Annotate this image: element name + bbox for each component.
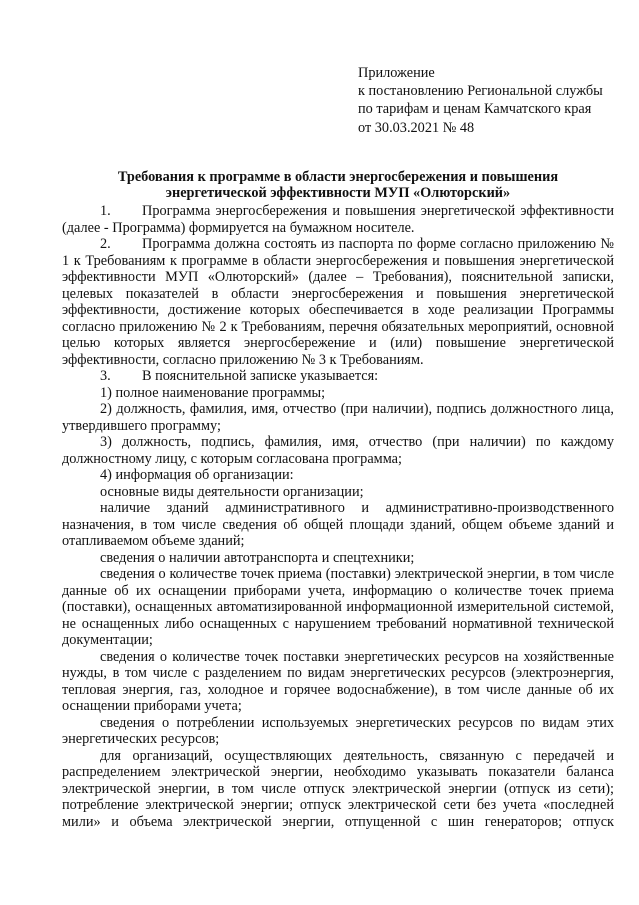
list-item-full-name: 1) полное наименование программы; xyxy=(100,384,326,401)
paragraph-consumption: сведения о потреблении используемых энергетических ресурсов по видам этих энергетических ресурсов; xyxy=(62,714,614,747)
numbered-paragraph-3 xyxy=(62,368,614,385)
appendix-line: к постановлению Региональной службы xyxy=(358,83,603,100)
paragraph-vehicles: сведения о наличии автотранспорта и спецтехники; xyxy=(100,549,415,566)
paragraph-text: Программа должна состоять из паспорта по форме согласно приложению № 1 к Требованиям к программе в области энергосбережения и повышения энергетической эффективности МУП «Олюторский» (далее – Требования), пояснительной записки, целевых показателей в области энергосбережения и повышения энергетической эффективности, достижение которых обеспечивается в ходе реализации Программы согласно приложению № 2 к Требованиям, перечня обязательных мероприятий, основной целью которых является энергосбережение и (или) повышение энергетической эффективности, согласно приложению № 3 к Требованиям. xyxy=(62,236,614,368)
title-line: Требования к программе в области энергосбережения и повышения xyxy=(117,168,559,185)
numbered-paragraph-2 xyxy=(62,236,614,368)
paragraph-text: В пояснительной записке указывается: xyxy=(142,368,379,384)
appendix-block xyxy=(358,64,614,137)
paragraph-electricity-balance: для организаций, осуществляющих деятельность, связанную с передачей и распределением электрической энергии, необходимо указывать показатели баланса электрической энергии, в том числе отпуск электрической энергии (отпуск из сети); потребление электрической энергии; отпуск электрической сети без учета «последней мили» и объема электрической энергии, отпущенной с шин генераторов; отпуск xyxy=(62,747,614,830)
appendix-line: по тарифам и ценам Камчатского края xyxy=(358,101,592,118)
numbered-paragraph-1 xyxy=(62,203,614,236)
paragraph-number: 1. xyxy=(100,203,111,219)
title-line: энергетической эффективности МУП «Олюторский» xyxy=(165,185,511,202)
document-body xyxy=(62,203,614,830)
paragraph-number: 2. xyxy=(100,236,111,252)
appendix-line: Приложение xyxy=(358,65,435,81)
document-title xyxy=(62,169,614,202)
paragraph-electricity-points: сведения о количестве точек приема (поставки) электрической энергии, в том числе данные об их оснащении приборами учета, информацию о количестве точек приема (поставки), оснащенных автоматизированной информационной измерительной системой, не оснащенных либо оснащенных с нарушением требований нормативной технической документации; xyxy=(62,566,614,648)
list-item-organization-info: 4) информация об организации: xyxy=(100,467,294,483)
paragraph-buildings: наличие зданий административного и административно-производственного назначения, в том числе сведения об общей площади зданий, общем объеме зданий и отапливаемом объеме зданий; xyxy=(62,500,614,549)
appendix-date-number: от 30.03.2021 № 48 xyxy=(358,119,475,136)
list-item-approver: 2) должность, фамилия, имя, отчество (при наличии), подпись должностного лица, утвердившего программу; xyxy=(62,401,614,434)
paragraph-number: 3. xyxy=(100,368,111,384)
paragraph-activities: основные виды деятельности организации; xyxy=(100,483,364,500)
list-item-agreed-officials: 3) должность, подпись, фамилия, имя, отчество (при наличии) по каждому должностному лицу, с которым согласована программа; xyxy=(62,434,614,467)
paragraph-supply-points: сведения о количестве точек поставки энергетических ресурсов на хозяйственные нужды, в том числе с разделением по видам энергетических ресурсов (электроэнергия, тепловая энергия, газ, холодное и горячее водоснабжение), в том числе данные об их оснащении приборами учета; xyxy=(62,648,614,714)
paragraph-text: Программа энергосбережения и повышения энергетической эффективности (далее - Программа) формируется на бумажном носителе. xyxy=(62,203,614,236)
